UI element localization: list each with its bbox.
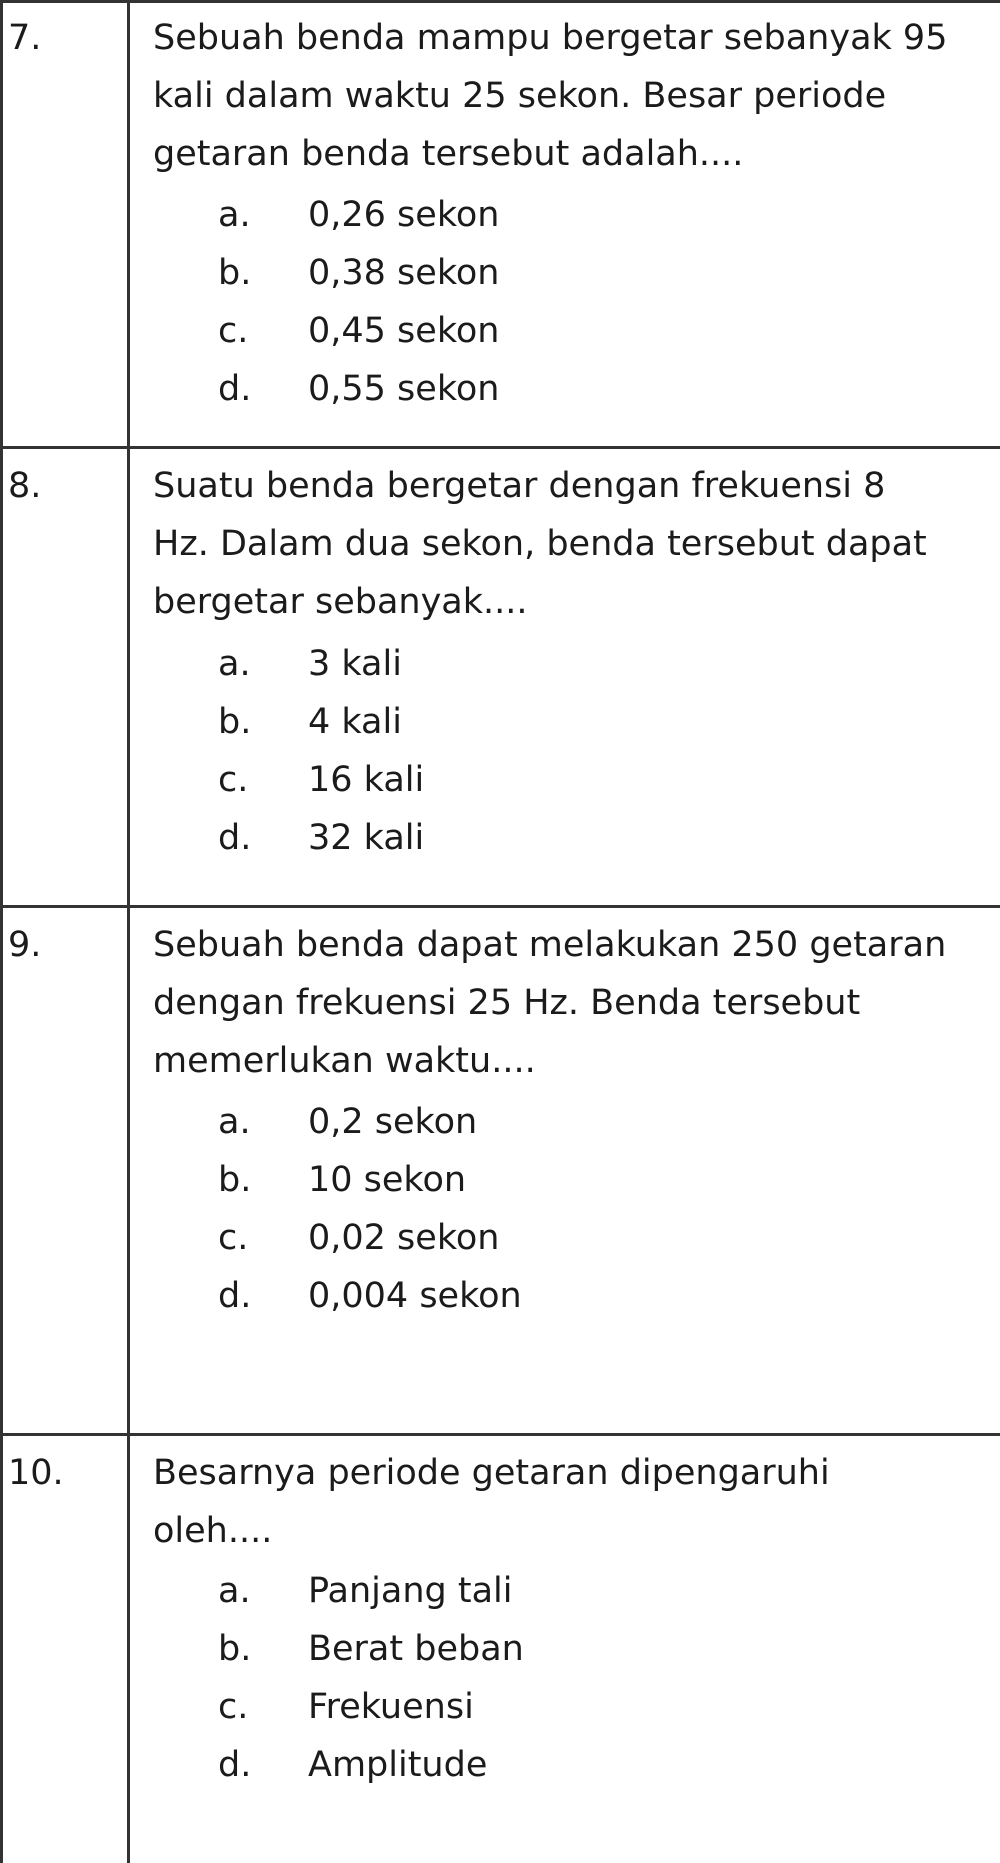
option-text: Amplitude: [308, 1745, 488, 1785]
option-letter: d.: [218, 818, 252, 858]
question-line: Besarnya periode getaran dipengaruhi: [153, 1453, 830, 1493]
question-text: [153, 457, 927, 631]
question-text: [153, 9, 947, 183]
question-row-8: [0, 448, 1000, 907]
question-line: Sebuah benda dapat melakukan 250 getaran: [153, 925, 947, 965]
option-text: 0,38 sekon: [308, 253, 500, 293]
option-text: 10 sekon: [308, 1160, 467, 1200]
option-letter: d.: [218, 369, 252, 409]
option-letter: d.: [218, 1276, 252, 1316]
question-row-10: [0, 1435, 1000, 1863]
option-letter: d.: [218, 1745, 252, 1785]
question-text: [153, 916, 946, 1090]
question-line: memerlukan waktu....: [153, 1041, 536, 1081]
option-letter: b.: [218, 1160, 252, 1200]
option-text: 32 kali: [308, 818, 425, 858]
option-letter: b.: [218, 253, 252, 293]
option-text: 0,55 sekon: [308, 369, 500, 409]
option-letter: a.: [218, 1102, 251, 1142]
option-text: 0,02 sekon: [308, 1218, 500, 1258]
option-text: 4 kali: [308, 702, 402, 742]
option-letter: a.: [218, 195, 251, 235]
option-letter: a.: [218, 644, 251, 684]
question-line: bergetar sebanyak....: [153, 582, 528, 622]
question-number: 9.: [8, 925, 42, 965]
option-text: 3 kali: [308, 644, 402, 684]
option-letter: b.: [218, 1629, 252, 1669]
option-text: 0,26 sekon: [308, 195, 500, 235]
question-line: oleh....: [153, 1511, 273, 1551]
question-number: 8.: [8, 466, 42, 506]
question-number: 7.: [8, 18, 42, 58]
option-letter: a.: [218, 1571, 251, 1611]
question-row-9: [0, 907, 1000, 1435]
option-text: 0,004 sekon: [308, 1276, 522, 1316]
option-letter: c.: [218, 760, 249, 800]
question-row-7: [0, 0, 1000, 448]
question-line: Hz. Dalam dua sekon, benda tersebut dapat: [153, 524, 927, 564]
option-text: 0,2 sekon: [308, 1102, 478, 1142]
question-line: Sebuah benda mampu bergetar sebanyak 95: [153, 18, 948, 58]
option-text: Panjang tali: [308, 1571, 513, 1611]
option-text: 16 kali: [308, 760, 425, 800]
question-line: kali dalam waktu 25 sekon. Besar periode: [153, 76, 887, 116]
option-text: 0,45 sekon: [308, 311, 500, 351]
question-line: Suatu benda bergetar dengan frekuensi 8: [153, 466, 886, 506]
option-letter: c.: [218, 311, 249, 351]
option-letter: c.: [218, 1687, 249, 1727]
question-line: getaran benda tersebut adalah....: [153, 134, 744, 174]
option-text: Berat beban: [308, 1629, 524, 1669]
question-text: [153, 1444, 830, 1560]
question-number: 10.: [8, 1453, 64, 1493]
option-letter: b.: [218, 702, 252, 742]
question-line: dengan frekuensi 25 Hz. Benda tersebut: [153, 983, 861, 1023]
option-text: Frekuensi: [308, 1687, 474, 1727]
option-letter: c.: [218, 1218, 249, 1258]
